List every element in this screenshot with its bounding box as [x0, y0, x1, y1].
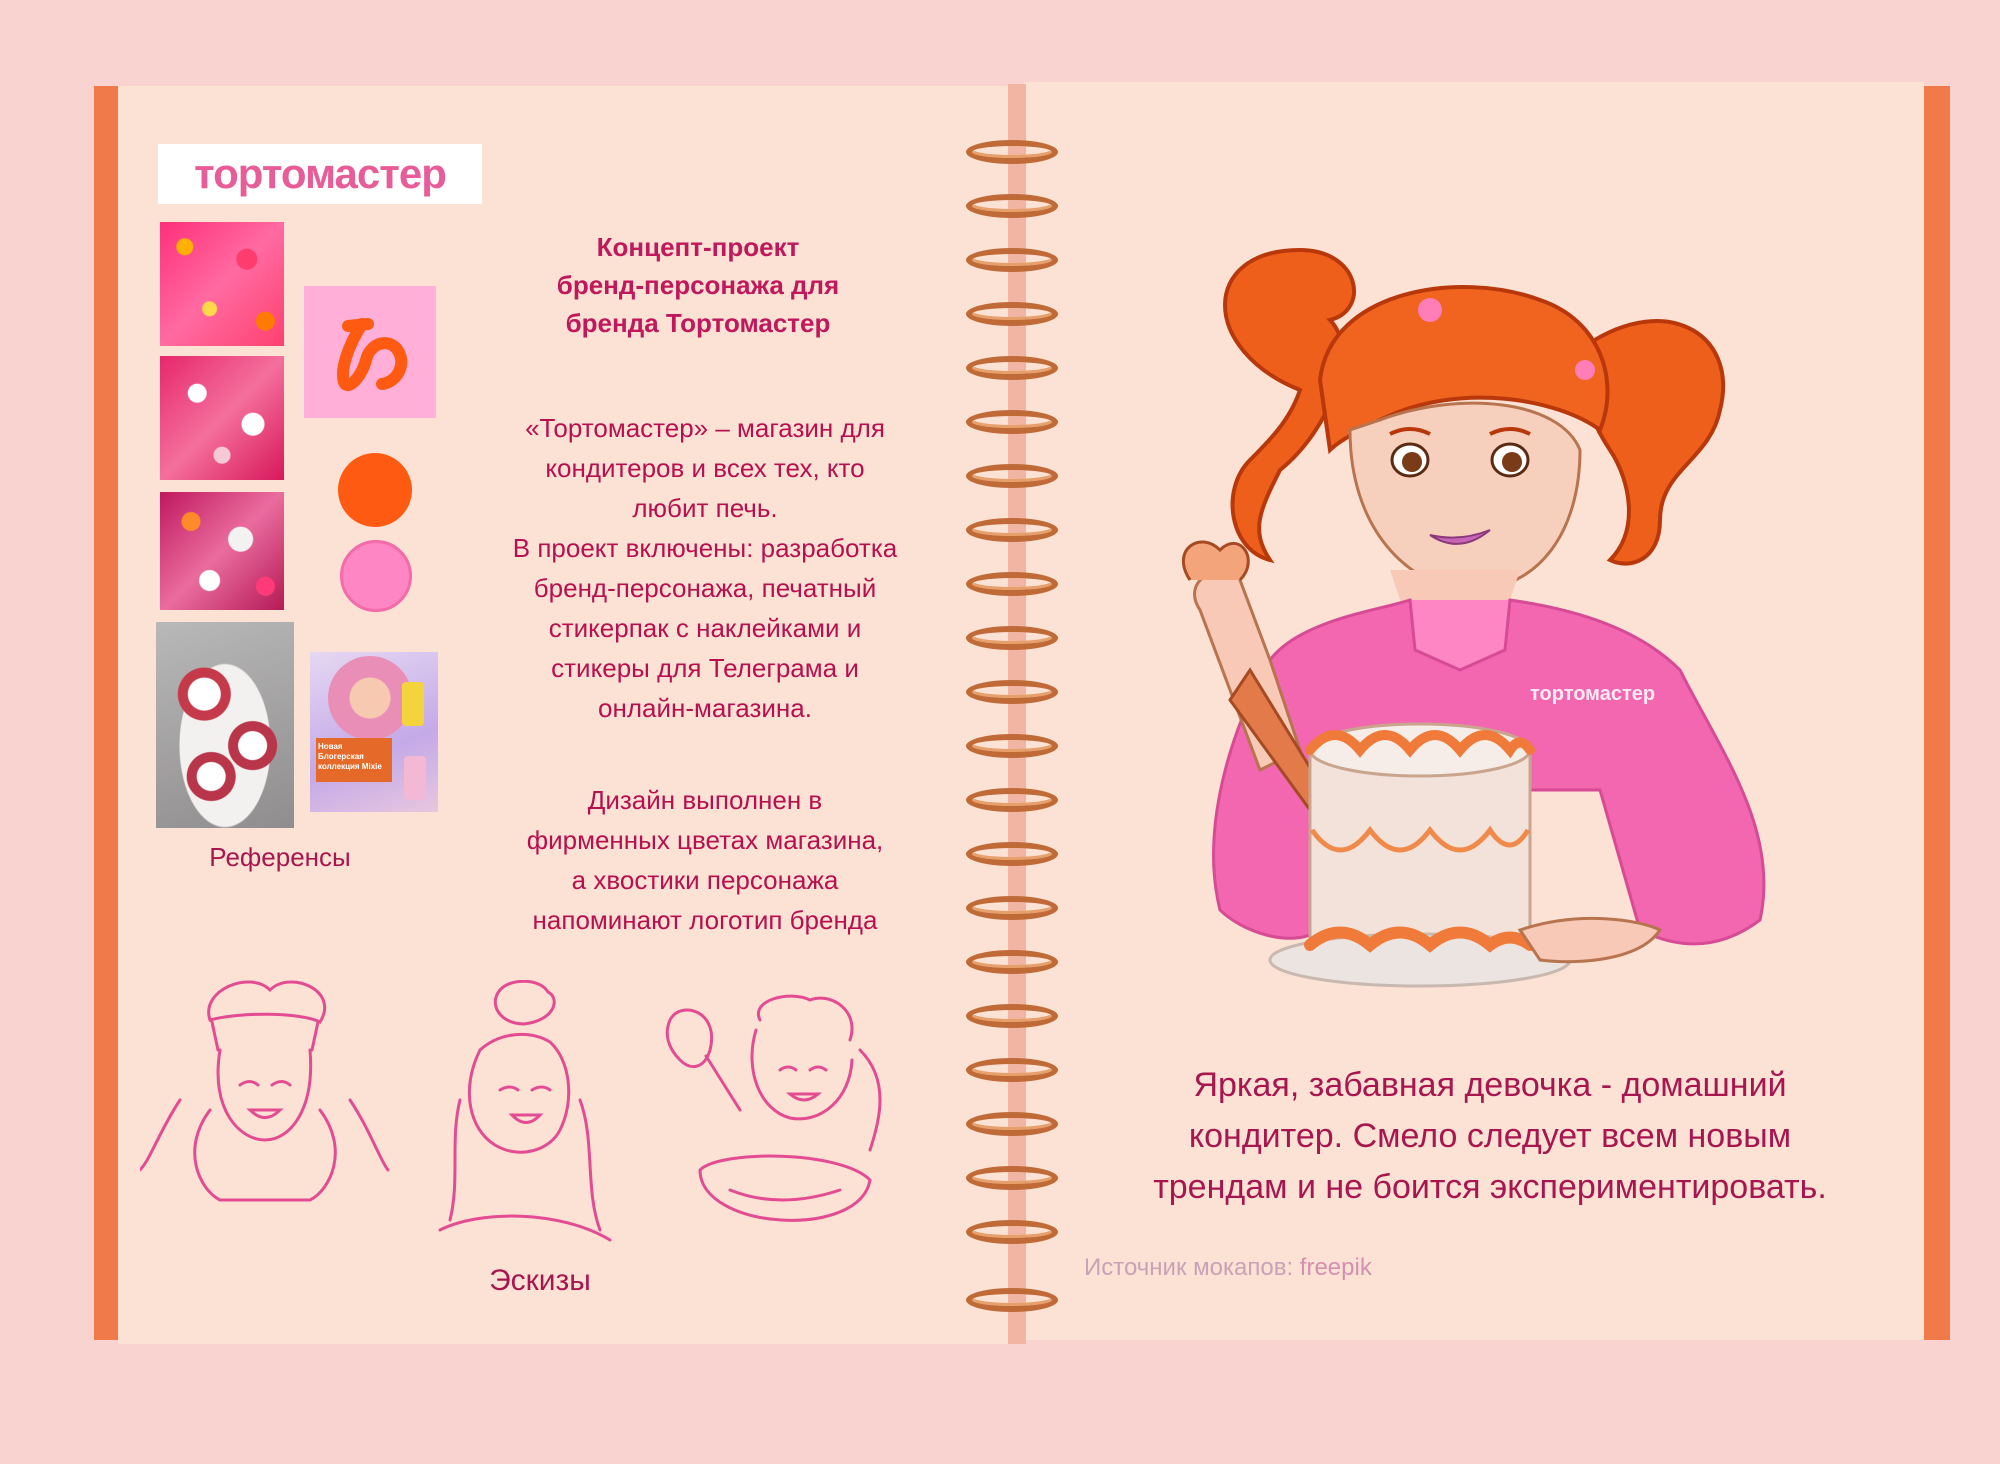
reference-image-sprinkles-2 — [160, 356, 284, 480]
promo-text: Новая Блогерская коллекция Mixie — [318, 742, 382, 771]
promo-jar — [402, 682, 424, 726]
spiral-ring — [966, 464, 1058, 488]
references-label: Референсы — [209, 842, 351, 872]
design-note-line: а хвостики персонажа — [571, 865, 839, 895]
brand-logo-text: тортомастер — [194, 150, 446, 197]
spiral-ring — [966, 356, 1058, 380]
description-line: любит печь. — [632, 493, 778, 523]
spiral-ring — [966, 734, 1058, 758]
design-note-line: фирменных цветах магазина, — [526, 825, 884, 855]
spiral-ring — [966, 842, 1058, 866]
source-link[interactable]: freepik — [1299, 1254, 1372, 1281]
reference-image-sprinkles-1 — [160, 222, 284, 346]
promo-plate — [328, 656, 412, 740]
notebook-right-edge — [1920, 86, 1950, 1340]
concept-title-line: бренд-персонажа для — [556, 270, 840, 300]
character-illustration — [1160, 230, 1800, 1000]
promo-jar — [404, 756, 426, 800]
description-line: «Тортомастер» – магазин для — [525, 413, 885, 443]
brand-logo — [158, 144, 482, 204]
caption-line: трендам и не боится экспериментировать. — [1153, 1168, 1827, 1206]
design-note-line: напоминают логотип бренда — [532, 905, 878, 935]
jacket-logo-text: тортомастер — [1530, 683, 1656, 705]
brand-symbol-icon — [304, 286, 436, 418]
notebook-spine — [1008, 84, 1026, 1344]
reference-image-sprinkles-3 — [160, 492, 284, 610]
spiral-ring — [966, 1004, 1058, 1028]
spiral-ring — [966, 680, 1058, 704]
spiral-ring — [966, 1166, 1058, 1190]
brand-symbol — [304, 286, 436, 418]
spiral-ring — [966, 518, 1058, 542]
description-line: стикерпак с наклейками и — [548, 613, 862, 643]
description-line: кондитеров и всех тех, кто — [545, 453, 865, 483]
spiral-ring — [966, 950, 1058, 974]
caption-line: Яркая, забавная девочка - домашний — [1193, 1066, 1787, 1104]
spiral-ring — [966, 572, 1058, 596]
spiral-ring — [966, 248, 1058, 272]
mockup-source — [1084, 1254, 1372, 1282]
spiral-ring — [966, 896, 1058, 920]
spiral-ring — [966, 1112, 1058, 1136]
reference-image-cupcakes — [156, 622, 294, 828]
color-swatch-pink — [340, 540, 412, 612]
spiral-ring — [966, 140, 1058, 164]
design-note — [460, 780, 950, 940]
sketches-label: Эскизы — [489, 1264, 591, 1297]
description-line: стикеры для Телеграма и — [551, 653, 859, 683]
spiral-ring — [966, 302, 1058, 326]
concept-title-line: Концепт-проект — [596, 232, 800, 262]
character-caption — [1090, 1060, 1890, 1213]
spiral-ring — [966, 410, 1058, 434]
spiral-ring — [966, 788, 1058, 812]
reference-image-promo — [310, 652, 438, 812]
sketch-2 — [420, 980, 620, 1250]
design-note-line: Дизайн выполнен в — [587, 785, 823, 815]
spiral-ring — [966, 1288, 1058, 1312]
color-swatch-orange — [338, 453, 412, 527]
source-prefix: Источник мокапов: — [1084, 1254, 1294, 1281]
description-line: бренд-персонажа, печатный — [533, 573, 877, 603]
spiral-ring — [966, 1220, 1058, 1244]
spiral-ring — [966, 194, 1058, 218]
sketch-1 — [140, 960, 390, 1210]
description-line: В проект включены: разработка — [512, 533, 898, 563]
sketch-3 — [660, 990, 900, 1250]
concept-title — [448, 228, 948, 342]
description-line: онлайн-магазина. — [598, 693, 812, 723]
spiral-ring — [966, 626, 1058, 650]
caption-line: кондитер. Смело следует всем новым — [1188, 1117, 1792, 1155]
spiral-ring — [966, 1058, 1058, 1082]
concept-title-line: бренда Тортомастер — [565, 308, 831, 338]
project-description — [460, 408, 950, 728]
